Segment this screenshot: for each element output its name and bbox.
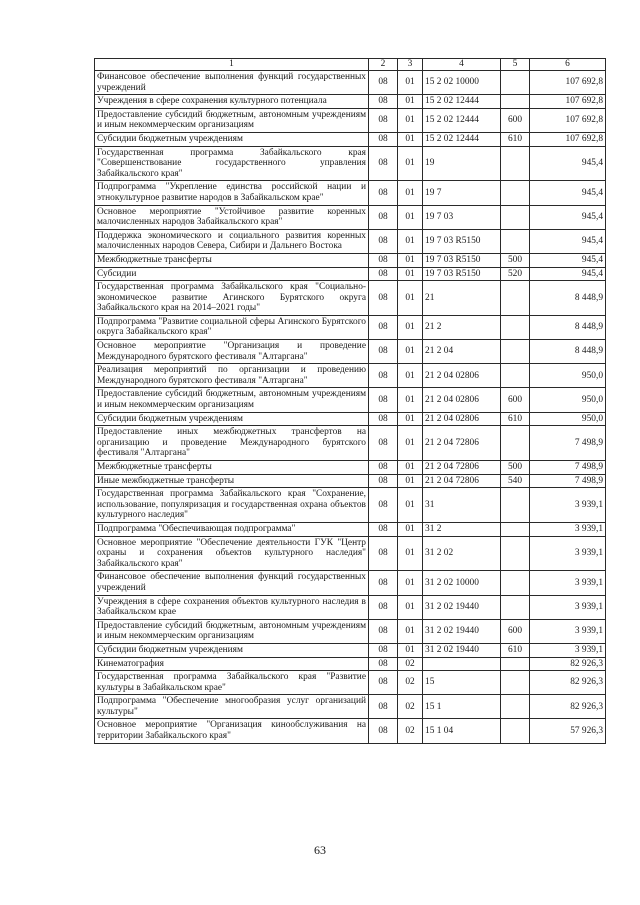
subsection-code-cell: 01 [398, 522, 423, 536]
target-article-code-cell: 15 1 [423, 695, 501, 719]
target-article-code-cell: 15 1 04 [423, 719, 501, 743]
amount-cell: 3 939,1 [530, 488, 606, 523]
amount-cell: 3 939,1 [530, 536, 606, 571]
row-name-cell: Государственная программа Забайкальского края "Совершенствование государственного управления Забайкальского края" [95, 146, 369, 181]
table-header [95, 59, 606, 71]
expense-type-code-cell: 520 [501, 267, 530, 281]
page-number: 63 [314, 843, 326, 857]
amount-cell: 82 926,3 [530, 657, 606, 671]
row-name-cell: Основное мероприятие "Организация кинообслуживания на территории Забайкальского края" [95, 719, 369, 743]
row-name-cell: Государственная программа Забайкальского края "Социально-экономическое развитие Агинского Бурятского округа Забайкальского края на 2014–2021 годы" [95, 281, 369, 316]
header-row [95, 59, 606, 71]
expense-type-code-cell [501, 146, 530, 181]
column-header-1: 1 [95, 59, 369, 71]
amount-cell: 945,4 [530, 229, 606, 253]
row-name-cell: Государственная программа Забайкальского края "Сохранение, использование, популяризация и государственная охрана объектов культурного наследия" [95, 488, 369, 523]
amount-cell: 82 926,3 [530, 671, 606, 695]
row-name-cell: Финансовое обеспечение выполнения функций государственных учреждений [95, 71, 369, 95]
table-row [95, 619, 606, 643]
column-header-3: 3 [398, 59, 423, 71]
amount-cell: 8 448,9 [530, 340, 606, 364]
expense-type-code-cell: 500 [501, 461, 530, 475]
table-row [95, 267, 606, 281]
table-row [95, 229, 606, 253]
row-name-cell: Учреждения в сфере сохранения объектов культурного наследия в Забайкальском крае [95, 595, 369, 619]
expense-type-code-cell [501, 229, 530, 253]
expense-type-code-cell [501, 364, 530, 388]
subsection-code-cell: 01 [398, 108, 423, 132]
subsection-code-cell: 01 [398, 461, 423, 475]
table-row [95, 253, 606, 267]
amount-cell: 7 498,9 [530, 474, 606, 488]
section-code-cell: 08 [369, 426, 398, 461]
row-name-cell: Субсидии бюджетным учреждениям [95, 132, 369, 146]
subsection-code-cell: 01 [398, 595, 423, 619]
section-code-cell: 08 [369, 595, 398, 619]
expense-type-code-cell [501, 426, 530, 461]
target-article-code-cell: 19 7 03 [423, 205, 501, 229]
table-row [95, 474, 606, 488]
expense-type-code-cell: 600 [501, 619, 530, 643]
amount-cell: 950,0 [530, 388, 606, 412]
target-article-code-cell: 21 2 [423, 315, 501, 339]
subsection-code-cell: 01 [398, 267, 423, 281]
amount-cell: 3 939,1 [530, 619, 606, 643]
target-article-code-cell: 19 7 03 R5150 [423, 229, 501, 253]
column-header-2: 2 [369, 59, 398, 71]
row-name-cell: Кинематография [95, 657, 369, 671]
target-article-code-cell: 21 2 04 72806 [423, 461, 501, 475]
subsection-code-cell: 01 [398, 619, 423, 643]
amount-cell: 945,4 [530, 146, 606, 181]
expense-type-code-cell [501, 205, 530, 229]
section-code-cell: 08 [369, 461, 398, 475]
target-article-code-cell: 15 2 02 12444 [423, 95, 501, 109]
target-article-code-cell: 31 [423, 488, 501, 523]
section-code-cell: 08 [369, 388, 398, 412]
section-code-cell: 08 [369, 95, 398, 109]
expense-type-code-cell [501, 281, 530, 316]
table-row [95, 461, 606, 475]
target-article-code-cell: 21 2 04 72806 [423, 474, 501, 488]
section-code-cell: 08 [369, 412, 398, 426]
subsection-code-cell: 01 [398, 181, 423, 205]
section-code-cell: 08 [369, 364, 398, 388]
table-row [95, 426, 606, 461]
subsection-code-cell: 02 [398, 719, 423, 743]
row-name-cell: Иные межбюджетные трансферты [95, 474, 369, 488]
row-name-cell: Учреждения в сфере сохранения культурного потенциала [95, 95, 369, 109]
expense-type-code-cell [501, 488, 530, 523]
row-name-cell: Подпрограмма "Укрепление единства российской нации и этнокультурное развитие народов в Забайкальском крае" [95, 181, 369, 205]
amount-cell: 3 939,1 [530, 595, 606, 619]
table-row [95, 132, 606, 146]
target-article-code-cell: 21 2 04 02806 [423, 388, 501, 412]
table-row [95, 695, 606, 719]
target-article-code-cell [423, 657, 501, 671]
section-code-cell: 08 [369, 619, 398, 643]
section-code-cell: 08 [369, 522, 398, 536]
table-row [95, 643, 606, 657]
column-header-6: 6 [530, 59, 606, 71]
row-name-cell: Подпрограмма "Обеспечение многообразия услуг организаций культуры" [95, 695, 369, 719]
subsection-code-cell: 01 [398, 340, 423, 364]
section-code-cell: 08 [369, 108, 398, 132]
target-article-code-cell: 21 2 04 [423, 340, 501, 364]
target-article-code-cell: 15 [423, 671, 501, 695]
subsection-code-cell: 01 [398, 388, 423, 412]
table-row [95, 340, 606, 364]
section-code-cell: 08 [369, 474, 398, 488]
budget-table [94, 58, 606, 744]
row-name-cell: Основное мероприятие "Организация и проведение Международного бурятского фестиваля "Алтаргана" [95, 340, 369, 364]
section-code-cell: 08 [369, 340, 398, 364]
target-article-code-cell: 31 2 [423, 522, 501, 536]
table-row [95, 671, 606, 695]
target-article-code-cell: 19 7 [423, 181, 501, 205]
subsection-code-cell: 01 [398, 426, 423, 461]
table-row [95, 315, 606, 339]
row-name-cell: Основное мероприятие "Обеспечение деятельности ГУК "Центр охраны и сохранения объектов культурного наследия" Забайкальского края" [95, 536, 369, 571]
target-article-code-cell: 31 2 02 19440 [423, 643, 501, 657]
target-article-code-cell: 21 2 04 02806 [423, 364, 501, 388]
expense-type-code-cell [501, 181, 530, 205]
section-code-cell: 08 [369, 315, 398, 339]
section-code-cell: 08 [369, 719, 398, 743]
subsection-code-cell: 01 [398, 253, 423, 267]
table-row [95, 281, 606, 316]
row-name-cell: Субсидии бюджетным учреждениям [95, 643, 369, 657]
table-row [95, 181, 606, 205]
subsection-code-cell: 01 [398, 205, 423, 229]
row-name-cell: Подпрограмма "Развитие социальной сферы Агинского Бурятского округа Забайкальского края" [95, 315, 369, 339]
expense-type-code-cell [501, 657, 530, 671]
subsection-code-cell: 02 [398, 695, 423, 719]
target-article-code-cell: 21 2 04 02806 [423, 412, 501, 426]
target-article-code-cell: 31 2 02 19440 [423, 619, 501, 643]
amount-cell: 945,4 [530, 181, 606, 205]
expense-type-code-cell: 540 [501, 474, 530, 488]
subsection-code-cell: 01 [398, 488, 423, 523]
row-name-cell: Предоставление иных межбюджетных трансфертов на организацию и проведение Международного бурятского фестиваля "Алтаргана" [95, 426, 369, 461]
target-article-code-cell: 15 2 02 10000 [423, 71, 501, 95]
expense-type-code-cell: 600 [501, 388, 530, 412]
row-name-cell: Межбюджетные трансферты [95, 253, 369, 267]
section-code-cell: 08 [369, 132, 398, 146]
subsection-code-cell: 01 [398, 229, 423, 253]
table-row [95, 95, 606, 109]
table-row [95, 522, 606, 536]
amount-cell: 950,0 [530, 412, 606, 426]
target-article-code-cell: 19 [423, 146, 501, 181]
row-name-cell: Субсидии [95, 267, 369, 281]
target-article-code-cell: 31 2 02 [423, 536, 501, 571]
table-row [95, 412, 606, 426]
section-code-cell: 08 [369, 488, 398, 523]
expense-type-code-cell [501, 315, 530, 339]
amount-cell: 57 926,3 [530, 719, 606, 743]
target-article-code-cell: 15 2 02 12444 [423, 132, 501, 146]
expense-type-code-cell: 610 [501, 643, 530, 657]
table-row [95, 657, 606, 671]
row-name-cell: Поддержка экономического и социального развития коренных малочисленных народов Севера, Сибири и Дальнего Востока [95, 229, 369, 253]
row-name-cell: Предоставление субсидий бюджетным, автономным учреждениям и иным некоммерческим организациям [95, 388, 369, 412]
section-code-cell: 08 [369, 536, 398, 571]
amount-cell: 7 498,9 [530, 426, 606, 461]
table-row [95, 488, 606, 523]
section-code-cell: 08 [369, 146, 398, 181]
expense-type-code-cell: 500 [501, 253, 530, 267]
table-row [95, 146, 606, 181]
expense-type-code-cell [501, 95, 530, 109]
amount-cell: 3 939,1 [530, 522, 606, 536]
target-article-code-cell: 31 2 02 19440 [423, 595, 501, 619]
amount-cell: 3 939,1 [530, 571, 606, 595]
subsection-code-cell: 01 [398, 536, 423, 571]
amount-cell: 107 692,8 [530, 95, 606, 109]
row-name-cell: Государственная программа Забайкальского края "Развитие культуры в Забайкальском крае" [95, 671, 369, 695]
amount-cell: 7 498,9 [530, 461, 606, 475]
amount-cell: 107 692,8 [530, 108, 606, 132]
amount-cell: 945,4 [530, 205, 606, 229]
amount-cell: 3 939,1 [530, 643, 606, 657]
expense-type-code-cell [501, 340, 530, 364]
table-row [95, 205, 606, 229]
target-article-code-cell: 31 2 02 10000 [423, 571, 501, 595]
table-row [95, 364, 606, 388]
section-code-cell: 08 [369, 205, 398, 229]
amount-cell: 82 926,3 [530, 695, 606, 719]
section-code-cell: 08 [369, 643, 398, 657]
subsection-code-cell: 01 [398, 315, 423, 339]
expense-type-code-cell [501, 719, 530, 743]
row-name-cell: Основное мероприятие "Устойчивое развитие коренных малочисленных народов Забайкальского края" [95, 205, 369, 229]
amount-cell: 8 448,9 [530, 315, 606, 339]
subsection-code-cell: 01 [398, 71, 423, 95]
section-code-cell: 08 [369, 181, 398, 205]
amount-cell: 8 448,9 [530, 281, 606, 316]
section-code-cell: 08 [369, 229, 398, 253]
amount-cell: 107 692,8 [530, 132, 606, 146]
section-code-cell: 08 [369, 671, 398, 695]
target-article-code-cell: 19 7 03 R5150 [423, 253, 501, 267]
subsection-code-cell: 02 [398, 671, 423, 695]
column-header-4: 4 [423, 59, 501, 71]
row-name-cell: Подпрограмма "Обеспечивающая подпрограмма" [95, 522, 369, 536]
table-row [95, 388, 606, 412]
expense-type-code-cell [501, 571, 530, 595]
subsection-code-cell: 01 [398, 474, 423, 488]
expense-type-code-cell: 600 [501, 108, 530, 132]
table-row [95, 571, 606, 595]
target-article-code-cell: 21 2 04 72806 [423, 426, 501, 461]
row-name-cell: Предоставление субсидий бюджетным, автономным учреждениям и иным некоммерческим организациям [95, 108, 369, 132]
section-code-cell: 08 [369, 71, 398, 95]
section-code-cell: 08 [369, 571, 398, 595]
amount-cell: 107 692,8 [530, 71, 606, 95]
subsection-code-cell: 01 [398, 281, 423, 316]
amount-cell: 945,4 [530, 253, 606, 267]
row-name-cell: Финансовое обеспечение выполнения функций государственных учреждений [95, 571, 369, 595]
amount-cell: 945,4 [530, 267, 606, 281]
row-name-cell: Предоставление субсидий бюджетным, автономным учреждениям и иным некоммерческим организациям [95, 619, 369, 643]
target-article-code-cell: 15 2 02 12444 [423, 108, 501, 132]
subsection-code-cell: 02 [398, 657, 423, 671]
subsection-code-cell: 01 [398, 95, 423, 109]
expense-type-code-cell [501, 536, 530, 571]
table-row [95, 719, 606, 743]
row-name-cell: Межбюджетные трансферты [95, 461, 369, 475]
amount-cell: 950,0 [530, 364, 606, 388]
column-header-5: 5 [501, 59, 530, 71]
target-article-code-cell: 19 7 03 R5150 [423, 267, 501, 281]
subsection-code-cell: 01 [398, 571, 423, 595]
expense-type-code-cell [501, 522, 530, 536]
expense-type-code-cell [501, 71, 530, 95]
expense-type-code-cell [501, 671, 530, 695]
subsection-code-cell: 01 [398, 146, 423, 181]
expense-type-code-cell: 610 [501, 412, 530, 426]
section-code-cell: 08 [369, 253, 398, 267]
subsection-code-cell: 01 [398, 412, 423, 426]
subsection-code-cell: 01 [398, 364, 423, 388]
section-code-cell: 08 [369, 695, 398, 719]
expense-type-code-cell [501, 695, 530, 719]
table-row [95, 108, 606, 132]
section-code-cell: 08 [369, 267, 398, 281]
table-row [95, 536, 606, 571]
subsection-code-cell: 01 [398, 643, 423, 657]
subsection-code-cell: 01 [398, 132, 423, 146]
row-name-cell: Субсидии бюджетным учреждениям [95, 412, 369, 426]
row-name-cell: Реализация мероприятий по организации и проведению Международного бурятского фестиваля "Алтаргана" [95, 364, 369, 388]
expense-type-code-cell [501, 595, 530, 619]
section-code-cell: 08 [369, 657, 398, 671]
section-code-cell: 08 [369, 281, 398, 316]
table-row [95, 71, 606, 95]
target-article-code-cell: 21 [423, 281, 501, 316]
table-body [95, 71, 606, 744]
expense-type-code-cell: 610 [501, 132, 530, 146]
table-row [95, 595, 606, 619]
